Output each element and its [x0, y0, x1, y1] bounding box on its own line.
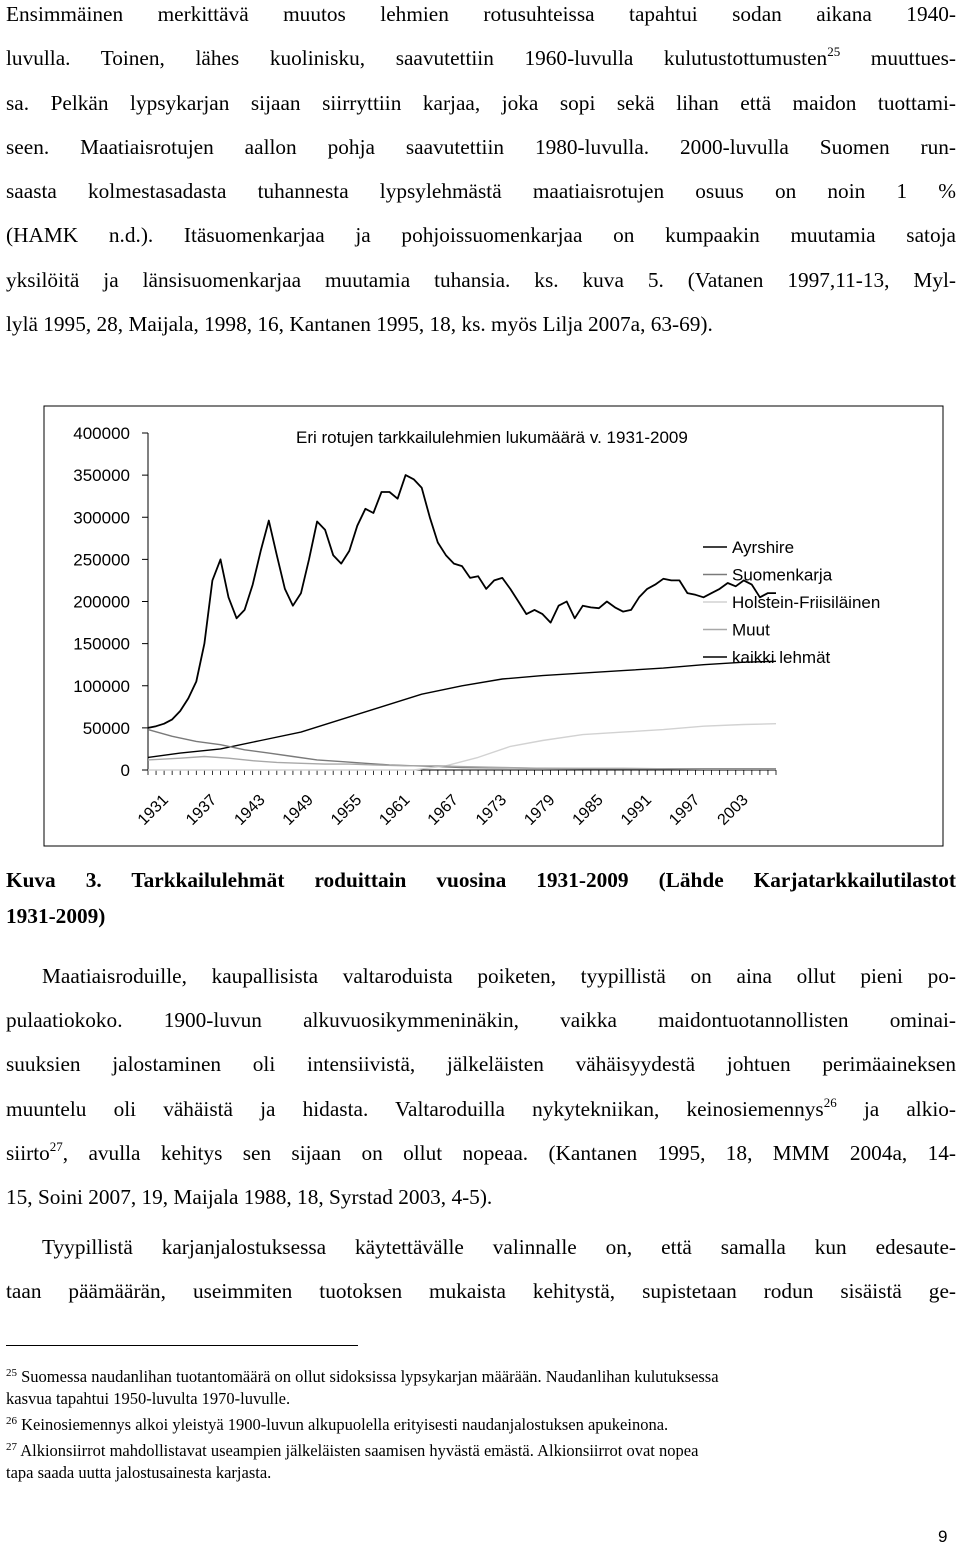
body-paragraph-cont — [6, 1269, 956, 1313]
legend-label: kaikki lehmät — [732, 648, 831, 667]
text-line: sa. Pelkän lypsykarjan sijaan siirryttiin karjaa, joka sopi sekä lihan että maidon tuottami- — [6, 90, 956, 115]
footnote-number: 26 — [6, 1415, 17, 1427]
body-paragraph — [6, 0, 956, 346]
x-tick-label: 1943 — [231, 791, 269, 829]
legend — [703, 538, 880, 667]
footnote — [6, 1366, 956, 1409]
body-paragraph — [6, 954, 956, 998]
x-tick-label: 1949 — [279, 791, 317, 829]
series-line — [148, 661, 776, 757]
y-tick-label: 350000 — [73, 466, 130, 486]
legend-label: Holstein-Friisiläinen — [732, 593, 881, 612]
x-tick-label: 1967 — [424, 791, 462, 829]
text-line: Maatiaisroduille, kaupallisista valtaroduista poiketen, tyypillistä on aina ollut pieni po- — [42, 964, 956, 988]
y-tick-label: 50000 — [82, 718, 130, 738]
footnote-rule — [6, 1345, 358, 1346]
text-line: yksilöitä ja länsisuomenkarjaa muutamia tuhansia. ks. kuva 5. (Vatanen 1997,11-13, Myl- — [6, 267, 956, 292]
series-line — [148, 757, 776, 770]
chart-title: Eri rotujen tarkkailulehmien lukumäärä v. 1931-2009 — [296, 428, 688, 447]
x-tick-label: 1997 — [666, 791, 704, 829]
text-line: luvulla. Toinen, lähes kuolinisku, saavutettiin 1960-luvulla kulutustottumusten$^{25}$ muuttues- — [6, 44, 956, 71]
x-tick-label: 1991 — [617, 791, 656, 829]
x-tick-label: 1961 — [376, 791, 414, 829]
footnote-text: tapa saada uutta jalostusainesta karjasta. — [6, 1462, 272, 1482]
figure-caption — [6, 862, 956, 934]
y-tick-label: 0 — [120, 761, 130, 780]
text-line: pulaatiokoko. 1900-luvun alkuvuosikymmeninäkin, vaikka maidontuotannollisten ominai- — [6, 1008, 956, 1032]
legend-label: Suomenkarja — [732, 565, 833, 585]
footnote-ref[interactable]: 25 — [827, 44, 841, 60]
series-line — [148, 724, 776, 770]
series-line — [148, 730, 776, 769]
text-line: muuntelu oli vähäistä ja hidasta. Valtaroduilla nykytekniikan, keinosiemennys$^{26}$ ja alkio- — [6, 1094, 957, 1121]
footnote-ref[interactable]: 26 — [823, 1094, 837, 1110]
y-tick-label: 100000 — [73, 676, 130, 696]
series-line — [148, 475, 776, 728]
x-tick-label: 1979 — [521, 791, 559, 829]
x-tick-label: 1973 — [472, 791, 511, 829]
text-line: Ensimmäinen merkittävä muutos lehmien rotusuhteissa tapahtui sodan aikana 1940- — [6, 2, 956, 26]
body-paragraph-cont — [6, 998, 956, 1219]
footnote-number: 25 — [6, 1367, 17, 1379]
x-tick-label: 1955 — [328, 791, 366, 829]
page-number: 9 — [938, 1527, 948, 1546]
y-tick-label: 400000 — [73, 424, 130, 443]
body-paragraph — [6, 1225, 956, 1269]
x-tick-label: 2003 — [714, 791, 752, 829]
footnote-text: Keinosiemennys alkoi yleistyä 1900-luvun alkupuolella erityisesti naudanjalostuksen apukeinona. — [17, 1415, 669, 1434]
y-tick-label: 300000 — [73, 508, 130, 528]
text-line: suuksien jalostaminen oli intensiivistä, jälkeläisten vähäisyydestä johtuen perimäaineksen — [6, 1052, 956, 1077]
x-tick-label: 1937 — [183, 791, 221, 829]
footnote-text: Alkionsiirrot mahdollistavat useampien jälkeläisten saamisen hyvästä emästä. Alkionsiirrot ovat nopea — [17, 1441, 699, 1460]
y-tick-label: 200000 — [73, 592, 130, 612]
text-line: 15, Soini 2007, 19, Maijala 1988, 18, Syrstad 2003, 4-5). — [6, 1185, 493, 1210]
series-lines — [148, 475, 776, 770]
line-chart — [0, 400, 960, 852]
text-line: siirto$^{27}$, avulla kehitys sen sijaan on ollut nopeaa. (Kantanen 1995, 18, MMM 2004a, 14- — [6, 1138, 956, 1165]
caption-line: Kuva 3. Tarkkailulehmät roduittain vuosina 1931-2009 (Lähde Karjatarkkailutilastot — [6, 868, 956, 892]
text-line: (HAMK n.d.). Itäsuomenkarjaa ja pohjoissuomenkarjaa on kumpaakin muutamia satoja — [6, 223, 956, 248]
legend-label: Ayrshire — [732, 538, 795, 557]
footnote-number: 27 — [6, 1441, 17, 1453]
y-tick-label: 250000 — [73, 550, 130, 570]
y-axis — [73, 424, 148, 780]
chart-frame — [44, 406, 943, 846]
text-line: lylä 1995, 28, Maijala, 1998, 16, Kantanen 1995, 18, ks. myös Lilja 2007a, 63-69). — [6, 312, 713, 337]
footnote — [6, 1440, 956, 1483]
text-line: Tyypillistä karjanjalostuksessa käytettävälle valinnalle on, että samalla kun edesaute- — [42, 1235, 956, 1259]
footnote-text: kasvua tapahtui 1950-luvulta 1970-luvulle. — [6, 1388, 291, 1408]
x-tick-label: 1985 — [569, 791, 607, 829]
footnote-text: Suomessa naudanlihan tuotantomäärä on ollut sidoksissa lypsykarjan määrään. Naudanlihan kulutuksessa — [17, 1367, 719, 1386]
text-line: taan päämäärän, useimmiten tuotoksen mukaista kehitystä, supistetaan rodun sisäistä ge- — [6, 1279, 956, 1303]
x-axis — [135, 770, 776, 829]
x-tick-label: 1931 — [134, 791, 172, 829]
text-line: saasta kolmestasadasta tuhannesta lypsylehmästä maatiaisrotujen osuus on noin 1 % — [6, 179, 956, 204]
caption-line: 1931-2009) — [6, 904, 106, 928]
footnote-ref[interactable]: 27 — [49, 1138, 63, 1154]
text-line: seen. Maatiaisrotujen aallon pohja saavutettiin 1980-luvulla. 2000-luvulla Suomen run- — [6, 134, 956, 159]
footnote — [6, 1414, 956, 1436]
legend-label: Muut — [732, 620, 770, 640]
y-tick-label: 150000 — [73, 634, 130, 654]
